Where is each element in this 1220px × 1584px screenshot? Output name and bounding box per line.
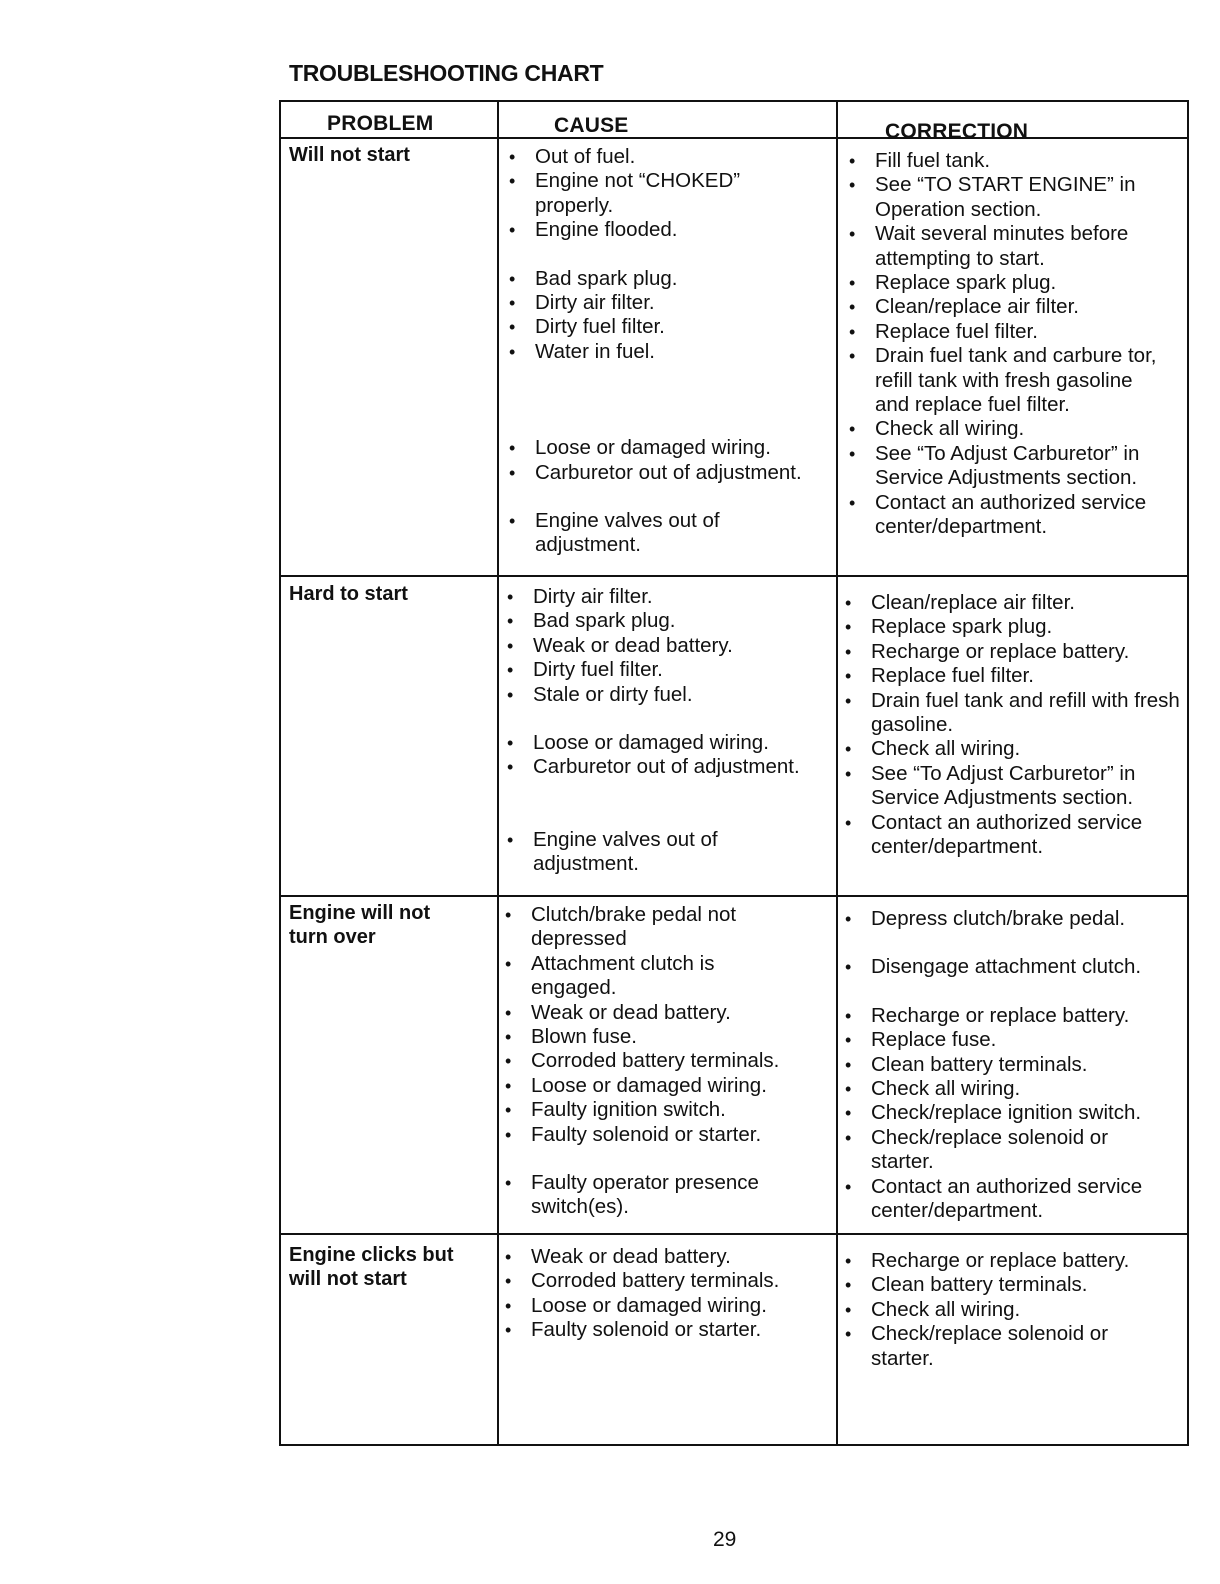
correction-item: • Replace fuel filter. [839, 664, 1184, 688]
cause-item: • Bad spark plug. [501, 609, 834, 633]
page-number: 29 [713, 1528, 737, 1551]
corrections-engine-clicks [839, 1249, 1184, 1371]
cause-item: • Out of fuel. [503, 145, 833, 169]
header-problem: PROBLEM [327, 112, 434, 135]
correction-item: • Clean battery terminals. [839, 1053, 1184, 1077]
correction-item: • Drain fuel tank and refill with fresh gasoline. [839, 689, 1181, 738]
cause-item: • Loose or damaged wiring. [503, 436, 833, 460]
correction-item: • See “To Adjust Carburetor” in Service Adjustments section. [839, 762, 1176, 811]
cause-item: • Weak or dead battery. [499, 1001, 834, 1025]
problem-engine-clicks-but-will-not-start: Engine clicks but will not start [289, 1244, 454, 1290]
causes-hard-to-start [501, 585, 834, 877]
troubleshooting-table [279, 100, 1189, 1446]
cause-item: • Stale or dirty fuel. [501, 683, 834, 707]
header-cause: CAUSE [554, 114, 629, 137]
correction-item: • Clean/replace air filter. [843, 295, 1183, 319]
cause-item: • Loose or damaged wiring. [499, 1074, 834, 1098]
corrections-will-not-start [843, 149, 1183, 540]
causes-will-not-start [503, 145, 833, 558]
cause-item: • Engine valves out of adjustment. [503, 509, 775, 558]
causes-engine-clicks [499, 1245, 834, 1343]
correction-item: • Contact an authorized service center/department. [839, 1175, 1186, 1224]
column-divider [836, 102, 838, 1444]
correction-item: • Check/replace solenoid or starter. [839, 1126, 1156, 1175]
correction-item: • Contact an authorized service center/department. [839, 811, 1186, 860]
correction-item: • Contact an authorized service center/department. [843, 491, 1155, 540]
correction-item: • Check all wiring. [839, 1298, 1184, 1322]
row-divider [281, 575, 1187, 577]
header-correction: CORRECTION [885, 120, 1029, 143]
correction-item: • Wait several minutes before attempting to start. [843, 222, 1175, 271]
correction-item: • Recharge or replace battery. [839, 1249, 1184, 1273]
correction-item: • Replace spark plug. [843, 271, 1183, 295]
cause-item: • Carburetor out of adjustment. [503, 461, 833, 485]
cause-item: • Faulty ignition switch. [499, 1098, 834, 1122]
correction-item: • Disengage attachment clutch. [839, 955, 1184, 979]
cause-item: • Dirty fuel filter. [501, 658, 834, 682]
correction-item: • Recharge or replace battery. [839, 640, 1184, 664]
cause-item: • Dirty air filter. [501, 585, 834, 609]
correction-item: • Clean/replace air filter. [839, 591, 1184, 615]
cause-item: • Clutch/brake pedal not depressed [499, 903, 781, 952]
cause-item: • Water in fuel. [503, 340, 833, 364]
problem-engine-will-not-turn-over: Engine will not turn over [289, 902, 431, 948]
cause-item: • Bad spark plug. [503, 267, 833, 291]
cause-item: • Weak or dead battery. [499, 1245, 834, 1269]
corrections-engine-will-not-turn-over [839, 907, 1184, 1223]
cause-item: • Attachment clutch is engaged. [499, 952, 761, 1001]
cause-item: • Faulty operator presence switch(es). [499, 1171, 811, 1220]
correction-item: • See “TO START ENGINE” in Operation section. [843, 173, 1155, 222]
correction-item: • Clean battery terminals. [839, 1273, 1184, 1297]
correction-item: • See “To Adjust Carburetor” in Service Adjustments section. [843, 442, 1180, 491]
causes-engine-will-not-turn-over [499, 903, 834, 1220]
correction-item: • Drain fuel tank and carbure tor, refill tank with fresh gasoline and replace fuel filter. [843, 344, 1165, 417]
cause-item: • Loose or damaged wiring. [501, 731, 834, 755]
cause-item: • Weak or dead battery. [501, 634, 834, 658]
correction-item: • Check all wiring. [839, 1077, 1184, 1101]
problem-will-not-start: Will not start [289, 144, 410, 166]
cause-item: • Corroded battery terminals. [499, 1049, 834, 1073]
cause-item: • Dirty fuel filter. [503, 315, 833, 339]
cause-item: • Engine flooded. [503, 218, 833, 242]
correction-item: • Fill fuel tank. [843, 149, 1183, 173]
corrections-hard-to-start [839, 591, 1184, 859]
cause-item: • Engine not “CHOKED” properly. [503, 169, 775, 218]
cause-item: • Blown fuse. [499, 1025, 834, 1049]
header-divider [281, 137, 1187, 139]
correction-item: • Check all wiring. [839, 737, 1184, 761]
problem-hard-to-start: Hard to start [289, 583, 408, 605]
correction-item: • Replace spark plug. [839, 615, 1184, 639]
column-divider [497, 102, 499, 1444]
row-divider [281, 895, 1187, 897]
row-divider [281, 1233, 1187, 1235]
correction-item: • Replace fuse. [839, 1028, 1184, 1052]
cause-item: • Faulty solenoid or starter. [499, 1123, 834, 1147]
correction-item: • Depress clutch/brake pedal. [839, 907, 1184, 931]
cause-item: • Loose or damaged wiring. [499, 1294, 834, 1318]
chart-title: TROUBLESHOOTING CHART [289, 60, 604, 86]
correction-item: • Check/replace solenoid or starter. [839, 1322, 1156, 1371]
correction-item: • Recharge or replace battery. [839, 1004, 1184, 1028]
cause-item: • Corroded battery terminals. [499, 1269, 834, 1293]
cause-item: • Dirty air filter. [503, 291, 833, 315]
correction-item: • Check all wiring. [843, 417, 1183, 441]
correction-item: • Replace fuel filter. [843, 320, 1183, 344]
cause-item: • Engine valves out of adjustment. [501, 828, 773, 877]
cause-item: • Carburetor out of adjustment. [501, 755, 834, 779]
correction-item: • Check/replace ignition switch. [839, 1101, 1184, 1125]
cause-item: • Faulty solenoid or starter. [499, 1318, 834, 1342]
